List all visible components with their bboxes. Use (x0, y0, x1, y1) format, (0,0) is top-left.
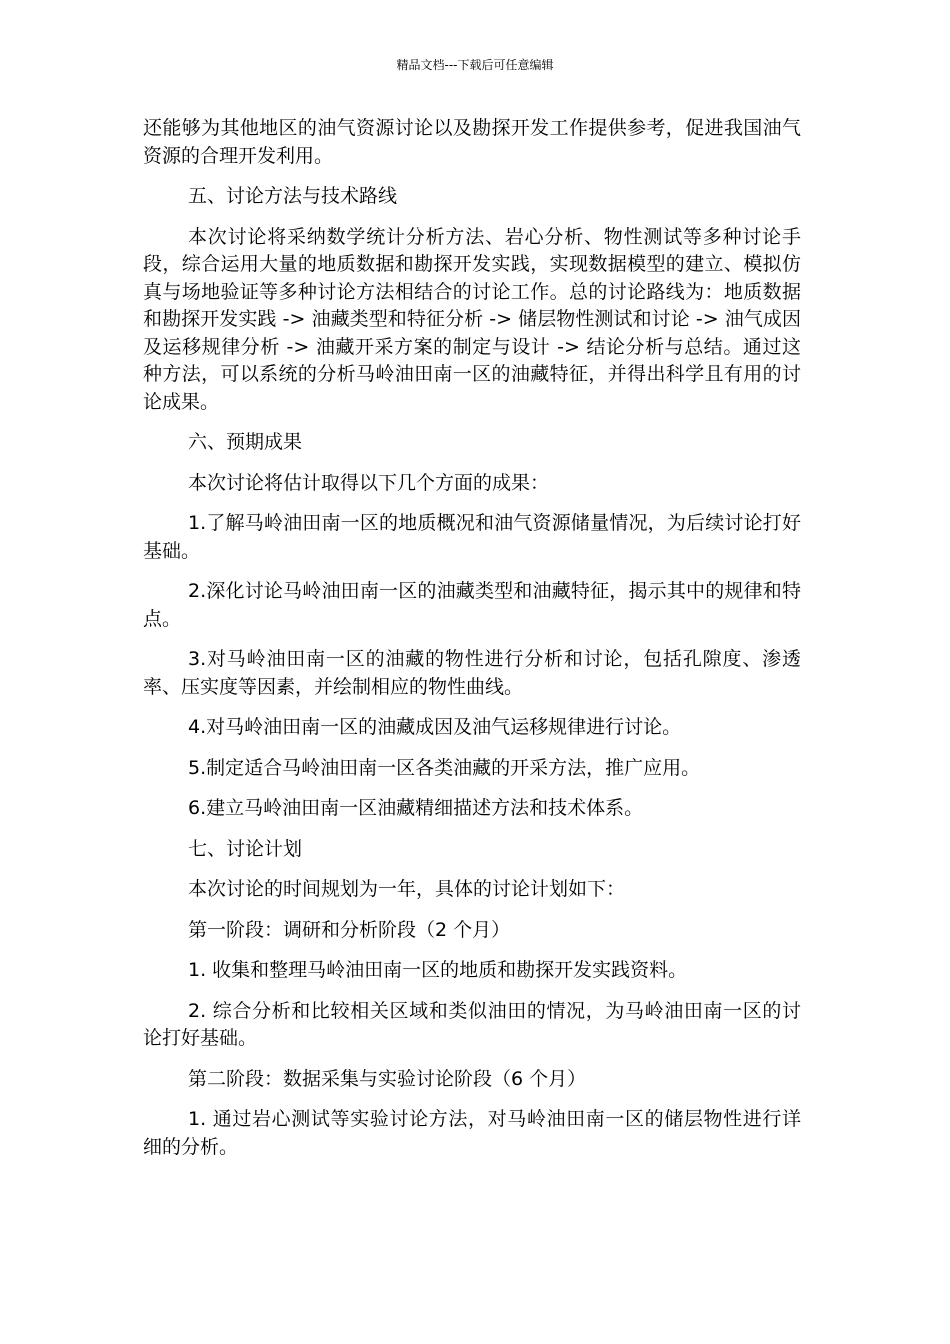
result-item-3: 3.对马岭油田南一区的油藏的物性进行分析和讨论，包括孔隙度、渗透率、压实度等因素，并绘制相应的物性曲线。 (143, 648, 801, 698)
section-heading-methods: 五、讨论方法与技术路线 (188, 185, 398, 207)
phase-1-item-1: 1. 收集和整理马岭油田南一区的地质和勘探开发实践资料。 (188, 959, 688, 981)
phase-heading-1: 第一阶段：调研和分析阶段（2 个月） (188, 918, 511, 941)
phase-heading-2: 第二阶段：数据采集与实验讨论阶段（6 个月） (188, 1067, 587, 1090)
paragraph-plan-intro: 本次讨论的时间规划为一年，具体的讨论计划如下： (188, 878, 626, 900)
section-heading-expected-results: 六、预期成果 (188, 431, 303, 453)
document-body (143, 115, 801, 1174)
section-heading-plan: 七、讨论计划 (188, 837, 303, 860)
phase-1-item-2: 2. 综合分析和比较相关区域和类似油田的情况，为马岭油田南一区的讨论打好基础。 (143, 999, 801, 1049)
result-item-2: 2.深化讨论马岭油田南一区的油藏类型和油藏特征，揭示其中的规律和特点。 (143, 580, 801, 630)
result-item-1: 1.了解马岭油田南一区的地质概况和油气资源储量情况，为后续讨论打好基础。 (143, 512, 801, 562)
paragraph-continuation: 还能够为其他地区的油气资源讨论以及勘探开发工作提供参考，促进我国油气资源的合理开发利用。 (143, 117, 801, 167)
result-item-5: 5.制定适合马岭油田南一区各类油藏的开采方法，推广应用。 (188, 756, 701, 779)
phase-2-item-1: 1. 通过岩心测试等实验讨论方法，对马岭油田南一区的储层物性进行详细的分析。 (143, 1108, 801, 1158)
result-item-6: 6.建立马岭油田南一区油藏精细描述方法和技术体系。 (188, 797, 644, 819)
result-item-4: 4.对马岭油田南一区的油藏成因及油气运移规律进行讨论。 (188, 716, 682, 738)
paragraph-results-intro: 本次讨论将估计取得以下几个方面的成果： (188, 471, 550, 494)
paragraph-methods: 本次讨论将采纳数学统计分析方法、岩心分析、物性测试等多种讨论手段，综合运用大量的地质数据和勘探开发实践，实现数据模型的建立、模拟仿真与场地验证等多种讨论方法相结合的讨论工作。总的讨论路线为：地质数据和勘探开发实践 -> 油藏类型和特征分析 -> 储层物性测试和讨论 -> 油气成因及运移规律分析 -> 油藏开采方案的制定与设计 -> 结论分析与总结。通过这种方法，可以系统的分析马岭油田南一区的油藏特征，并得出科学且有用的讨论成果。 (143, 225, 801, 413)
page-header: 精品文档---下载后可任意编辑 (396, 58, 554, 72)
